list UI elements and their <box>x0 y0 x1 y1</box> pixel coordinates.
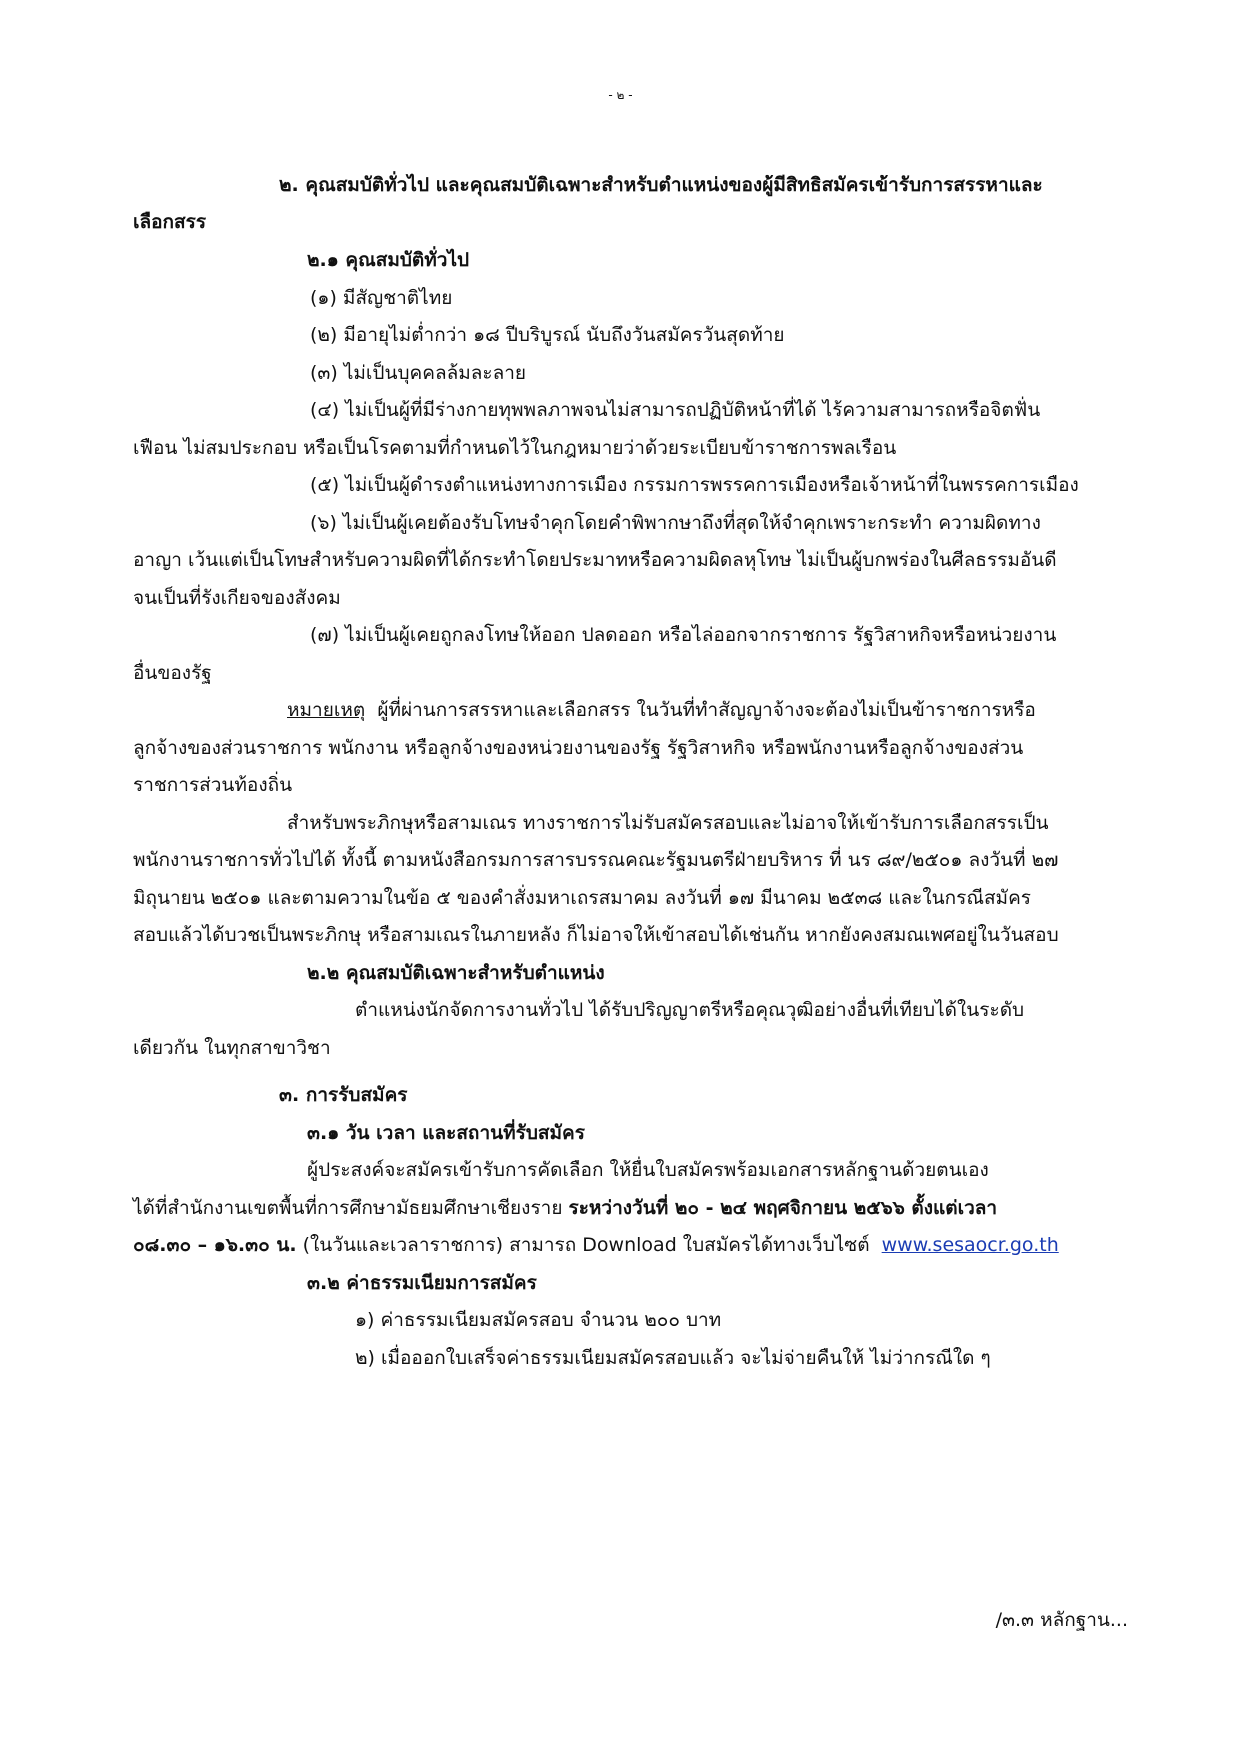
section-2-2-line-1: ตำแหน่งนักจัดการงานทั่วไป ได้รับปริญญาตรีหรือคุณวุฒิอย่างอื่นที่เทียบได้ในระดับ <box>355 999 1025 1021</box>
section-3-heading: ๓. การรับสมัคร <box>279 1084 408 1106</box>
application-period: ระหว่างวันที่ ๒๐ - ๒๔ พฤศจิกายน ๒๕๖๖ ตั้งแต่เวลา <box>568 1197 998 1219</box>
note-line-2: ลูกจ้างของส่วนราชการ พนักงาน หรือลูกจ้างของหน่วยงานของรัฐ รัฐวิสาหกิจ หรือพนักงานหรือลูกจ้างของส่วน <box>133 737 1024 759</box>
monk-paragraph-line-3: มิถุนายน ๒๕๐๑ และตามความในข้อ ๕ ของคำสั่งมหาเถรสมาคม ลงวันที่ ๑๗ มีนาคม ๒๕๓๘ และในกรณีสมัคร <box>133 887 1031 909</box>
website-link[interactable]: www.sesaocr.go.th <box>881 1234 1059 1256</box>
section-3-1-heading: ๓.๑ วัน เวลา และสถานที่รับสมัคร <box>307 1122 585 1144</box>
fee-item-2: ๒) เมื่อออกใบเสร็จค่าธรรมเนียมสมัครสอบแล้ว จะไม่จ่ายคืนให้ ไม่ว่ากรณีใด ๆ <box>355 1347 991 1369</box>
qualification-item-3: (๓) ไม่เป็นบุคคลล้มละลาย <box>310 362 527 384</box>
qualification-item-7-line-2: อื่นของรัฐ <box>133 662 212 684</box>
section-2-heading-text: ๒. คุณสมบัติทั่วไป และคุณสมบัติเฉพาะสำหรับตำแหน่งของผู้มีสิทธิสมัครเข้ารับการสรรหาและ <box>279 174 1043 196</box>
download-text: (ในวันและเวลาราชการ) สามารถ Download ใบสมัครได้ทางเว็บไซต์ <box>302 1234 870 1256</box>
monk-paragraph-line-1: สำหรับพระภิกษุหรือสามเณร ทางราชการไม่รับสมัครสอบและไม่อาจให้เข้ารับการเลือกสรรเป็น <box>287 812 1049 834</box>
qualification-item-5: (๕) ไม่เป็นผู้ดำรงตำแหน่งทางการเมือง กรรมการพรรคการเมืองหรือเจ้าหน้าที่ในพรรคการเมือง <box>310 474 1079 496</box>
section-3-1-location: ได้ที่สำนักงานเขตพื้นที่การศึกษามัธยมศึกษาเชียงราย <box>133 1197 563 1219</box>
page-number: - ๒ - <box>608 88 633 102</box>
application-hours: ๐๘.๓๐ – ๑๖.๓๐ น. <box>133 1234 297 1256</box>
section-2-2-heading: ๒.๒ คุณสมบัติเฉพาะสำหรับตำแหน่ง <box>307 962 605 984</box>
qualification-item-6-line-2: อาญา เว้นแต่เป็นโทษสำหรับความผิดที่ได้กระทำโดยประมาทหรือความผิดลหุโทษ ไม่เป็นผู้บกพร่องในศีลธรรมอันดี <box>133 549 1057 571</box>
fee-item-1: ๑) ค่าธรรมเนียมสมัครสอบ จำนวน ๒๐๐ บาท <box>355 1309 722 1331</box>
qualification-item-4-line-1: (๔) ไม่เป็นผู้ที่มีร่างกายทุพพลภาพจนไม่สามารถปฏิบัติหน้าที่ได้ ไร้ความสามารถหรือจิตฟั่น <box>310 399 1041 421</box>
monk-paragraph-line-4: สอบแล้วได้บวชเป็นพระภิกษุ หรือสามเณรในภายหลัง ก็ไม่อาจให้เข้าสอบได้เช่นกัน หากยังคงสมณเพศอยู่ในวันสอบ <box>133 924 1059 946</box>
note-line-3: ราชการส่วนท้องถิ่น <box>133 774 293 796</box>
qualification-item-2: (๒) มีอายุไม่ต่ำกว่า ๑๘ ปีบริบูรณ์ นับถึงวันสมัครวันสุดท้าย <box>310 324 785 346</box>
note-line-1 <box>287 697 1036 723</box>
section-2-heading-line-1 <box>279 172 1129 198</box>
qualification-item-1: (๑) มีสัญชาติไทย <box>310 287 453 309</box>
qualification-item-7-line-1: (๗) ไม่เป็นผู้เคยถูกลงโทษให้ออก ปลดออก หรือไล่ออกจากราชการ รัฐวิสาหกิจหรือหน่วยงาน <box>310 624 1057 646</box>
section-3-1-line-1: ผู้ประสงค์จะสมัครเข้ารับการคัดเลือก ให้ยื่นใบสมัครพร้อมเอกสารหลักฐานด้วยตนเอง <box>307 1159 989 1181</box>
qualification-item-4-line-2: เฟือน ไม่สมประกอบ หรือเป็นโรคตามที่กำหนดไว้ในกฎหมายว่าด้วยระเบียบข้าราชการพลเรือน <box>133 437 897 459</box>
section-2-2-line-2: เดียวกัน ในทุกสาขาวิชา <box>133 1037 331 1059</box>
section-2-1-heading: ๒.๑ คุณสมบัติทั่วไป <box>307 249 470 271</box>
monk-paragraph-line-2: พนักงานราชการทั่วไปได้ ทั้งนี้ ตามหนังสือกรมการสารบรรณคณะรัฐมนตรีฝ่ายบริหาร ที่ นร ๘๙/๒๕๐๑ ลงวันที่ ๒๗ <box>133 849 1059 871</box>
section-3-1-line-3 <box>133 1232 1059 1258</box>
qualification-item-6-line-1: (๖) ไม่เป็นผู้เคยต้องรับโทษจำคุกโดยคำพิพากษาถึงที่สุดให้จำคุกเพราะกระทำ ความผิดทาง <box>310 512 1041 534</box>
section-2-heading-line-2: เลือกสรร <box>133 211 207 233</box>
note-text: ผู้ที่ผ่านการสรรหาและเลือกสรร ในวันที่ทำสัญญาจ้างจะต้องไม่เป็นข้าราชการหรือ <box>377 699 1036 721</box>
section-3-2-heading: ๓.๒ ค่าธรรมเนียมการสมัคร <box>307 1272 537 1294</box>
footer-continuation: /๓.๓ หลักฐาน... <box>995 1609 1128 1631</box>
qualification-item-6-line-3: จนเป็นที่รังเกียจของสังคม <box>133 587 341 609</box>
section-3-1-line-2 <box>133 1195 997 1221</box>
note-label: หมายเหตุ <box>287 699 366 721</box>
